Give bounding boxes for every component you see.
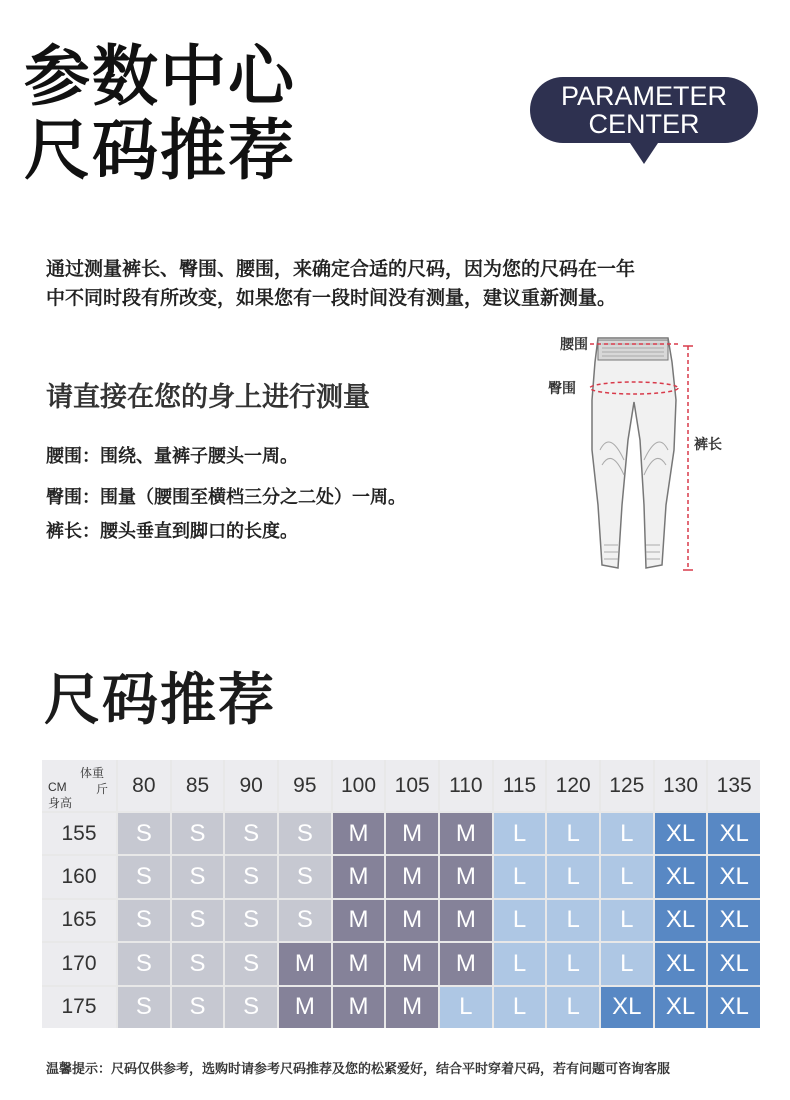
size-cell: S xyxy=(118,943,170,984)
weight-header-115: 115 xyxy=(494,760,546,811)
size-cell: S xyxy=(279,856,331,897)
weight-header-80: 80 xyxy=(118,760,170,811)
page-title xyxy=(24,40,296,188)
size-cell: S xyxy=(225,943,277,984)
corner-jin-label: 斤 xyxy=(96,782,109,796)
title-line-1: 参数中心 xyxy=(24,38,296,115)
title-line-2: 尺码推荐 xyxy=(24,112,296,189)
size-cell: M xyxy=(440,943,492,984)
size-cell: L xyxy=(547,987,599,1028)
table-corner xyxy=(42,760,116,811)
weight-header-125: 125 xyxy=(601,760,653,811)
size-cell: XL xyxy=(708,813,760,854)
corner-weight-label: 体重 xyxy=(80,766,105,780)
corner-height-label: 身高 xyxy=(48,796,73,810)
size-cell: S xyxy=(225,987,277,1028)
figure-label-waist: 腰围 xyxy=(560,337,588,353)
size-cell: L xyxy=(601,943,653,984)
parameter-center-badge xyxy=(530,77,758,143)
intro-paragraph xyxy=(46,255,766,313)
size-cell: M xyxy=(333,813,385,854)
size-cell: XL xyxy=(655,813,707,854)
intro-line-2: 中不同时段有所改变，如果您有一段时间没有测量，建议重新测量。 xyxy=(46,287,617,309)
size-cell: L xyxy=(494,856,546,897)
size-cell: XL xyxy=(601,987,653,1028)
waist-instruction: 腰围：围绕、量裤子腰头一周。 xyxy=(46,446,298,467)
size-cell: XL xyxy=(655,900,707,941)
size-cell: L xyxy=(494,987,546,1028)
size-cell: L xyxy=(494,943,546,984)
figure-label-length: 裤长 xyxy=(694,437,722,453)
size-cell: XL xyxy=(708,943,760,984)
size-cell: L xyxy=(601,856,653,897)
size-cell: S xyxy=(172,900,224,941)
size-cell: L xyxy=(494,813,546,854)
weight-header-130: 130 xyxy=(655,760,707,811)
size-cell: S xyxy=(172,813,224,854)
size-cell: XL xyxy=(708,900,760,941)
size-cell: L xyxy=(601,813,653,854)
size-cell: M xyxy=(386,856,438,897)
size-cell: M xyxy=(279,943,331,984)
height-row-header-165: 165 xyxy=(42,900,116,941)
size-cell: S xyxy=(118,987,170,1028)
size-cell: S xyxy=(172,856,224,897)
leggings-illustration xyxy=(540,330,760,580)
weight-header-95: 95 xyxy=(279,760,331,811)
size-cell: L xyxy=(547,943,599,984)
size-cell: M xyxy=(386,943,438,984)
height-row-header-170: 170 xyxy=(42,943,116,984)
size-cell: S xyxy=(225,856,277,897)
size-cell: M xyxy=(386,987,438,1028)
size-cell: M xyxy=(333,987,385,1028)
weight-header-105: 105 xyxy=(386,760,438,811)
weight-header-85: 85 xyxy=(172,760,224,811)
leggings-figure xyxy=(540,330,760,580)
size-cell: S xyxy=(118,813,170,854)
figure-label-hip: 臀围 xyxy=(548,381,576,397)
size-cell: M xyxy=(440,856,492,897)
size-cell: XL xyxy=(655,943,707,984)
weight-header-100: 100 xyxy=(333,760,385,811)
size-cell: S xyxy=(118,900,170,941)
size-cell: S xyxy=(279,900,331,941)
size-cell: L xyxy=(601,900,653,941)
footnote: 温馨提示：尺码仅供参考，选购时请参考尺码推荐及您的松紧爱好，结合平时穿着尺码，若有问题可咨询客服 xyxy=(46,1062,671,1077)
size-cell: S xyxy=(118,856,170,897)
size-cell: L xyxy=(440,987,492,1028)
size-cell: S xyxy=(172,987,224,1028)
size-cell: M xyxy=(279,987,331,1028)
intro-line-1: 通过测量裤长、臀围、腰围，来确定合适的尺码，因为您的尺码在一年 xyxy=(46,258,636,280)
weight-header-120: 120 xyxy=(547,760,599,811)
length-instruction: 裤长：腰头垂直到脚口的长度。 xyxy=(46,521,298,542)
size-cell: XL xyxy=(708,987,760,1028)
size-cell: M xyxy=(333,900,385,941)
size-cell: M xyxy=(440,900,492,941)
hip-instruction: 臀围：围量（腰围至横档三分之二处）一周。 xyxy=(46,487,406,508)
height-row-header-155: 155 xyxy=(42,813,116,854)
size-table xyxy=(42,760,760,1028)
size-cell: M xyxy=(333,943,385,984)
badge-tail xyxy=(628,140,660,164)
size-cell: L xyxy=(547,813,599,854)
weight-header-135: 135 xyxy=(708,760,760,811)
badge-line-1: PARAMETER xyxy=(560,81,728,111)
height-row-header-175: 175 xyxy=(42,987,116,1028)
height-row-header-160: 160 xyxy=(42,856,116,897)
size-cell: S xyxy=(279,813,331,854)
size-cell: M xyxy=(333,856,385,897)
badge-line-2: CENTER xyxy=(588,109,700,139)
size-cell: M xyxy=(440,813,492,854)
size-cell: L xyxy=(547,856,599,897)
size-cell: S xyxy=(225,813,277,854)
size-section-title: 尺码推荐 xyxy=(44,668,276,733)
size-cell: M xyxy=(386,900,438,941)
weight-header-110: 110 xyxy=(440,760,492,811)
corner-cm-label: CM xyxy=(48,780,67,794)
size-cell: S xyxy=(172,943,224,984)
weight-header-90: 90 xyxy=(225,760,277,811)
size-cell: L xyxy=(494,900,546,941)
size-cell: XL xyxy=(708,856,760,897)
size-cell: M xyxy=(386,813,438,854)
size-cell: XL xyxy=(655,987,707,1028)
size-cell: L xyxy=(547,900,599,941)
measure-heading: 请直接在您的身上进行测量 xyxy=(46,382,370,413)
size-cell: XL xyxy=(655,856,707,897)
size-cell: S xyxy=(225,900,277,941)
